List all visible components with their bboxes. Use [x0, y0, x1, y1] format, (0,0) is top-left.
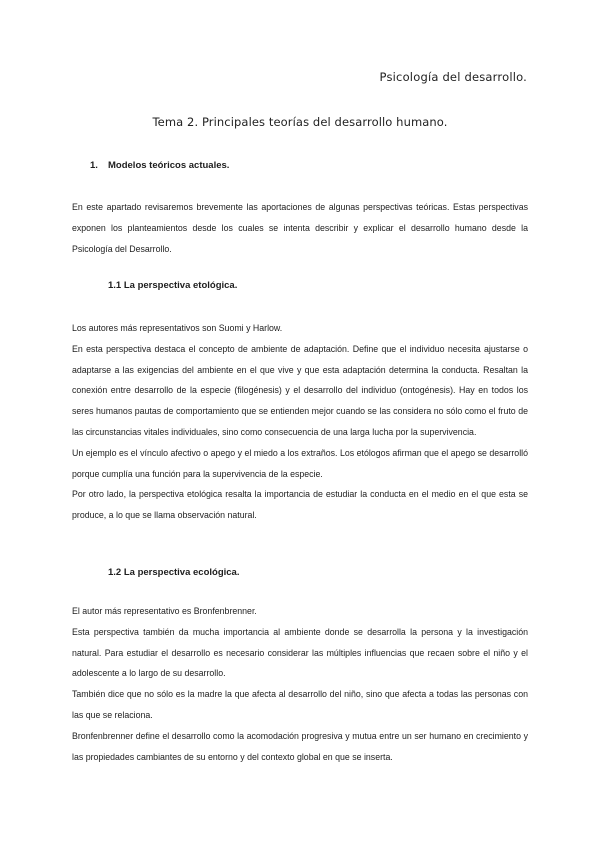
paragraph: Por otro lado, la perspectiva etológica resalta la importancia de estudiar la conducta en el medio en el que esta se produce, a lo que se llama observación natural. [72, 489, 528, 521]
paragraph: Un ejemplo es el vínculo afectivo o apego y el miedo a los extraños. Los etólogos afirman que el apego se desarrolló porque cumplía una función para la supervivencia de la especie. [72, 447, 528, 479]
subsection-heading-ecologica: 1.2 La perspectiva ecológica. [108, 567, 240, 578]
paragraph: En este apartado revisaremos brevemente las aportaciones de algunas perspectivas teóricas. Estas perspectivas exponen los planteamientos desde los cuales se intenta describir y explicar el desarrollo humano desde la Psicología del Desarrollo. [72, 202, 528, 254]
subsection-heading-etologica: 1.1 La perspectiva etológica. [108, 280, 238, 291]
course-title: Psicología del desarrollo. [379, 70, 527, 84]
paragraph: El autor más representativo es Bronfenbrenner. [72, 606, 257, 616]
section-number: 1. [90, 160, 98, 171]
paragraph: Bronfenbrenner define el desarrollo como la acomodación progresiva y mutua entre un ser humano en crecimiento y las propiedades cambiantes de su entorno y del contexto global en que se inserta. [72, 730, 528, 762]
section-title: Modelos teóricos actuales. [108, 160, 230, 171]
paragraph: También dice que no sólo es la madre la que afecta al desarrollo del niño, sino que afecta a todas las personas con las que se relaciona. [72, 689, 528, 720]
paragraph: Los autores más representativos son Suomi y Harlow. [72, 323, 283, 333]
paragraph: En esta perspectiva destaca el concepto de ambiente de adaptación. Define que el individuo necesita ajustarse o adaptarse a las exigencias del ambiente en el que vive y que esta adaptación determina la conducta. Resaltan la conexión entre desarrollo de la especie (filogénesis) y el desarrollo del individuo (ontogénesis). Hay en todos los seres humanos pautas de comportamiento que se entienden mejor cuando se las considera no sólo como el fruto de las circunstancias vitales individuales, sino como consecuencia de una larga lucha por la supervivencia. [72, 343, 528, 437]
intro-paragraph [72, 197, 528, 259]
section-heading [90, 160, 229, 171]
paragraph: Esta perspectiva también da mucha importancia al ambiente donde se desarrolla la persona y la investigación natural. Para estudiar el desarrollo es necesario considerar las múltiples influencias que recaen sobre el niño y el adolescente a lo largo de su desarrollo. [72, 626, 528, 679]
topic-title: Tema 2. Principales teorías del desarrollo humano. [152, 115, 448, 129]
etologica-body [72, 318, 528, 526]
ecologica-body [72, 601, 528, 767]
